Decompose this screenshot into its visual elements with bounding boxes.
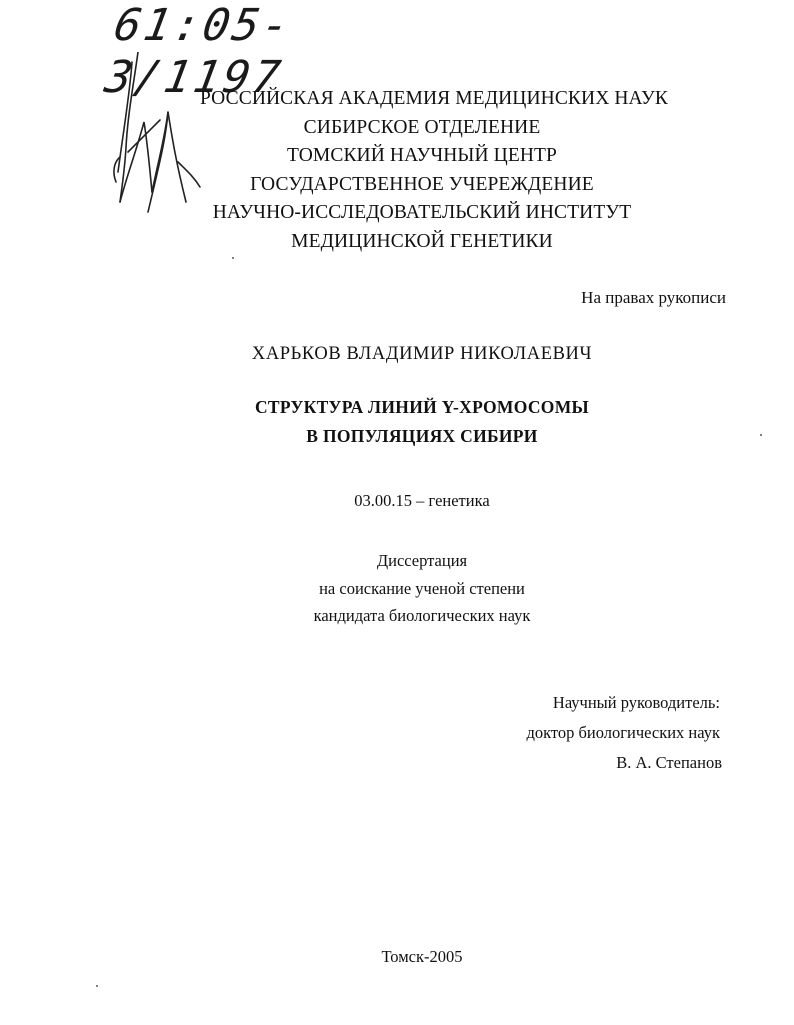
degree-line-1: Диссертация — [376, 551, 468, 570]
org-line-field: МЕДИЦИНСКОЙ ГЕНЕТИКИ — [291, 230, 553, 252]
org-line-center: ТОМСКИЙ НАУЧНЫЙ ЦЕНТР — [286, 145, 558, 167]
author-name: ХАРЬКОВ ВЛАДИМИР НИКОЛАЕВИЧ — [251, 344, 593, 364]
organization-header — [200, 85, 669, 257]
degree-line-2: на соискание ученой степени — [319, 578, 525, 598]
catalog-number-text: 61:05-3/1197 — [101, 0, 297, 103]
scientific-advisor — [526, 688, 720, 778]
org-line-institution-type: ГОСУДАРСТВЕННОЕ УЧЕРЕЖДЕНИЕ — [250, 173, 594, 195]
handwritten-catalog-number — [101, 0, 450, 103]
specialty-code: 03.00.15 – генетика — [354, 491, 490, 510]
title-line-2: В ПОПУЛЯЦИЯХ СИБИРИ — [306, 425, 538, 446]
dissertation-title — [200, 393, 644, 450]
manuscript-rights-note: На правах рукописи — [581, 288, 726, 307]
advisor-degree: доктор биологических наук — [526, 723, 720, 742]
org-line-institute: НАУЧНО-ИССЛЕДОВАТЕЛЬСКИЙ ИНСТИТУТ — [212, 202, 632, 224]
advisor-name: В. А. Степанов — [616, 753, 722, 772]
scan-speck — [760, 434, 762, 436]
org-line-branch: СИБИРСКОЕ ОТДЕЛЕНИЕ — [303, 116, 541, 138]
scan-speck — [232, 257, 234, 259]
degree-line-3: кандидата биологических наук — [313, 606, 531, 625]
advisor-label: Научный руководитель: — [552, 693, 720, 712]
signature-icon — [108, 52, 204, 222]
title-line-1: СТРУКТУРА ЛИНИЙ Y-ХРОМОСОМЫ — [254, 397, 590, 417]
org-line-academy: РОССИЙСКАЯ АКАДЕМИЯ МЕДИЦИНСКИХ НАУК — [200, 88, 669, 109]
degree-statement — [200, 547, 644, 630]
city-year: Томск-2005 — [381, 947, 463, 966]
scan-speck — [96, 985, 98, 987]
